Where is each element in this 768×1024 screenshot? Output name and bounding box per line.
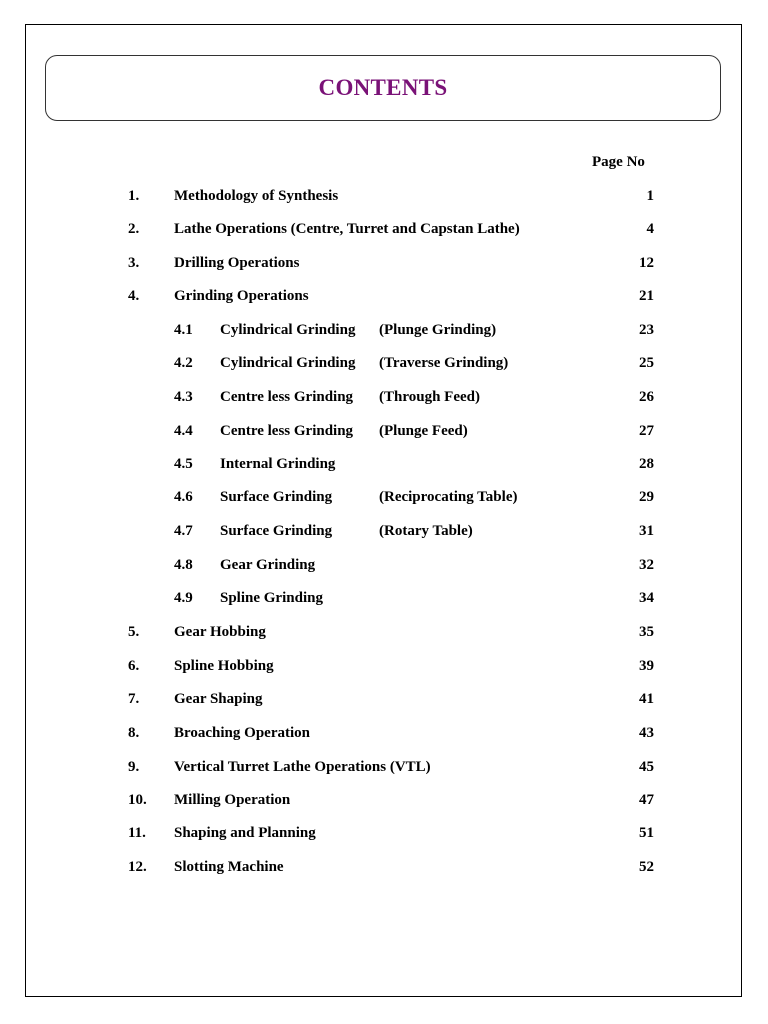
entry-title: Shaping and Planning [174,825,316,841]
subentry-title: Internal Grinding [220,456,336,472]
page-no-header: Page No [592,154,645,170]
subentry-title: Spline Grinding [220,590,323,606]
entry-title: Gear Shaping [174,691,263,707]
entry-title: Drilling Operations [174,255,300,271]
subentry-page: 26 [639,389,654,405]
subentry-title: Centre less Grinding [220,389,354,405]
entry-number: 12. [128,859,147,875]
subentry-number: 4.6 [174,489,193,505]
subentry-page: 27 [639,423,654,439]
entry-number: 8. [128,725,140,741]
toc-entry[interactable] [0,221,768,241]
entry-number: 2. [128,221,140,237]
entry-number: 11. [128,825,146,841]
entry-page: 45 [639,759,654,775]
entry-number: 5. [128,624,140,640]
toc-subentry[interactable] [0,557,768,577]
subentry-page: 34 [639,590,654,606]
entry-title: Methodology of Synthesis [174,188,339,204]
toc-subentry[interactable] [0,389,768,409]
subentry-title: Surface Grinding [220,489,333,505]
subentry-qualifier: (Plunge Feed) [379,423,468,439]
entry-title: Broaching Operation [174,725,310,741]
subentry-number: 4.7 [174,523,193,539]
toc-entry[interactable] [0,792,768,812]
entry-page: 1 [646,188,654,204]
toc-subentry[interactable] [0,590,768,610]
toc-subentry[interactable] [0,456,768,476]
toc-entry[interactable] [0,288,768,308]
subentry-number: 4.3 [174,389,193,405]
entry-title: Slotting Machine [174,859,284,875]
subentry-title: Gear Grinding [220,557,316,573]
entry-title: Grinding Operations [174,288,309,304]
subentry-page: 32 [639,557,654,573]
entry-page: 35 [639,624,654,640]
subentry-page: 25 [639,355,654,371]
entry-title: Gear Hobbing [174,624,266,640]
toc-entry[interactable] [0,658,768,678]
subentry-qualifier: (Traverse Grinding) [379,355,509,371]
entry-title: Vertical Turret Lathe Operations (VTL) [174,759,431,775]
toc-subentry[interactable] [0,489,768,509]
subentry-qualifier: (Through Feed) [379,389,480,405]
toc-entry[interactable] [0,759,768,779]
subentry-page: 29 [639,489,654,505]
toc-subentry[interactable] [0,322,768,342]
subentry-qualifier: (Plunge Grinding) [379,322,497,338]
entry-title: Lathe Operations (Centre, Turret and Capstan Lathe) [174,221,520,237]
entry-page: 51 [639,825,654,841]
entry-page: 39 [639,658,654,674]
toc-entry[interactable] [0,255,768,275]
subentry-number: 4.2 [174,355,193,371]
toc-subentry[interactable] [0,423,768,443]
page-title: CONTENTS [318,75,448,100]
title-box [45,55,721,121]
subentry-title: Cylindrical Grinding [220,355,356,371]
toc-entry[interactable] [0,859,768,879]
subentry-title: Centre less Grinding [220,423,354,439]
toc-entry[interactable] [0,725,768,745]
subentry-qualifier: (Reciprocating Table) [379,489,518,505]
toc-entry[interactable] [0,624,768,644]
entry-title: Milling Operation [174,792,291,808]
subentry-page: 28 [639,456,654,472]
entry-number: 7. [128,691,140,707]
entry-number: 6. [128,658,140,674]
subentry-page: 31 [639,523,654,539]
entry-page: 12 [639,255,654,271]
entry-number: 4. [128,288,140,304]
entry-page: 4 [646,221,654,237]
subentry-number: 4.1 [174,322,193,338]
subentry-number: 4.8 [174,557,193,573]
entry-page: 41 [639,691,654,707]
subentry-number: 4.4 [174,423,193,439]
entry-number: 10. [128,792,147,808]
entry-number: 1. [128,188,140,204]
subentry-page: 23 [639,322,654,338]
toc-entry[interactable] [0,825,768,845]
entry-number: 9. [128,759,140,775]
entry-number: 3. [128,255,140,271]
entry-title: Spline Hobbing [174,658,274,674]
entry-page: 52 [639,859,654,875]
toc-subentry[interactable] [0,355,768,375]
toc-subentry[interactable] [0,523,768,543]
toc-entry[interactable] [0,691,768,711]
subentry-qualifier: (Rotary Table) [379,523,473,539]
toc-entry[interactable] [0,188,768,208]
entry-page: 43 [639,725,654,741]
subentry-number: 4.5 [174,456,193,472]
subentry-title: Surface Grinding [220,523,333,539]
entry-page: 21 [639,288,654,304]
subentry-title: Cylindrical Grinding [220,322,356,338]
entry-page: 47 [639,792,654,808]
subentry-number: 4.9 [174,590,193,606]
